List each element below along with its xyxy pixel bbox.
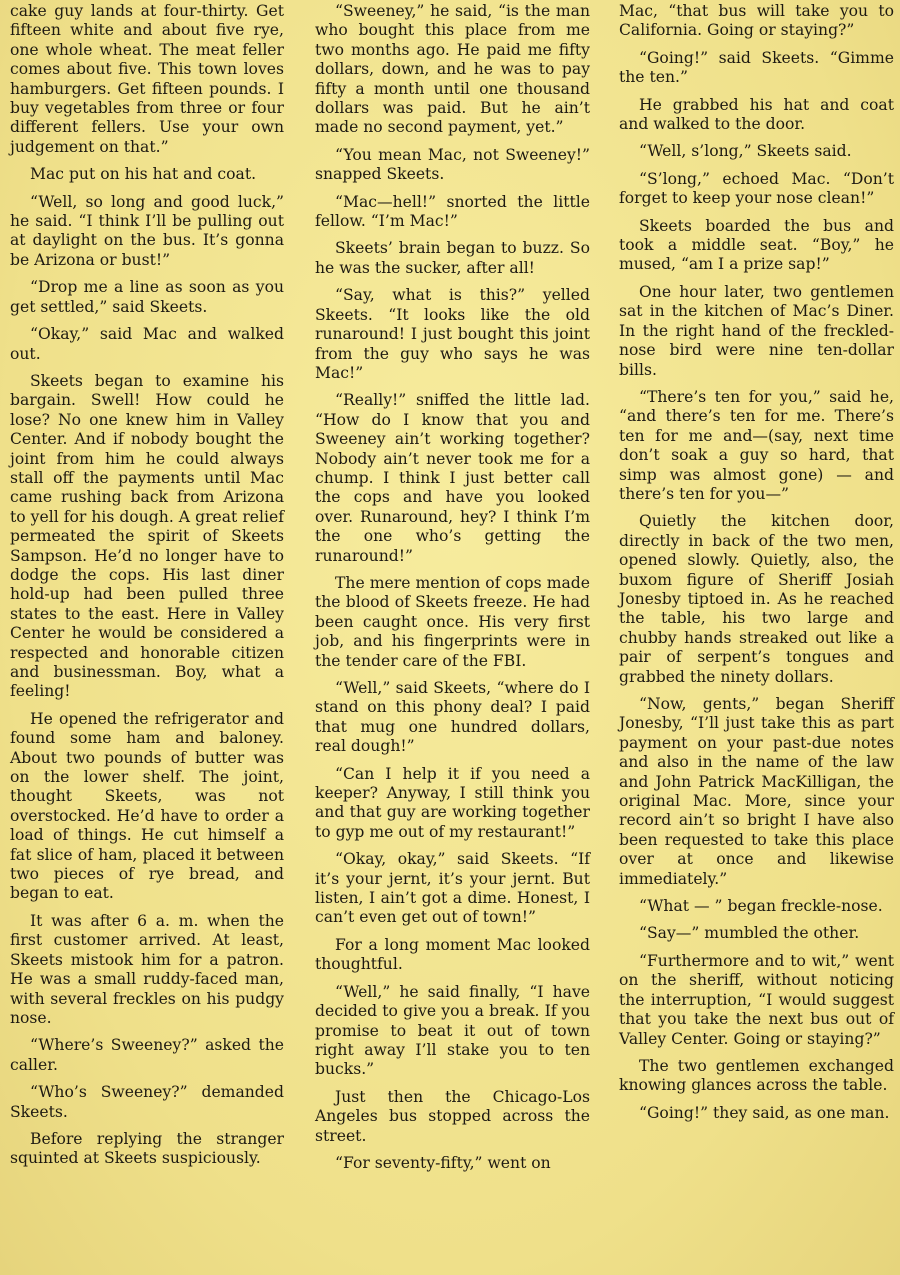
paragraph: “Going!” they said, as one man. — [639, 1103, 890, 1122]
paragraph: “Okay, okay,” said Skeets. “If it’s your jernt, it’s your jernt. But listen, I ain’t got a dime. Honest, I can’t even get out of town!” — [315, 850, 590, 927]
paragraph: “Drop me a line as soon as you get settled,” said Skeets. — [10, 278, 284, 316]
paragraph: “Where’s Sweeney?” asked the caller. — [10, 1036, 284, 1074]
paragraph: “Well, s’long,” Skeets said. — [639, 142, 852, 161]
paragraph: He opened the refrigerator and found some ham and baloney. About two pounds of butter was on the lower shelf. The joint, thought Skeets, was not overstocked. He’d have to order a load of things. He cut himself a fat slice of ham, placed it between two pieces of rye bread, and began to eat. — [10, 709, 284, 903]
paragraph: “There’s ten for you,” said he, “and there’s ten for me. There’s ten for me and—(say, next time don’t soak a guy so hard, that simp was almost gone) — and there’s ten for you—” — [619, 387, 894, 503]
paragraph: “Mac—hell!” snorted the little fellow. “I’m Mac!” — [315, 192, 590, 231]
paragraph: “Say, what is this?” yelled Skeets. “It looks like the old runaround! I just bought this joint from the guy who says he was Mac!” — [315, 286, 590, 382]
paragraph: The mere mention of cops made the blood of Skeets freeze. He had been caught once. His very first job, and his fingerprints were in the tender care of the FBI. — [315, 573, 590, 670]
paragraph: For a long moment Mac looked thoughtful. — [315, 935, 590, 974]
paragraph: It was after 6 a. m. when the first customer arrived. At least, Skeets mistook him for a patron. He was a small ruddy-faced man, with several freckles on his pudgy nose. — [10, 911, 284, 1027]
text-column-3 — [619, 2, 894, 1131]
paragraph: Mac put on his hat and coat. — [30, 165, 257, 184]
paragraph: He grabbed his hat and coat and walked to the door. — [619, 95, 894, 134]
paragraph: Just then the Chicago-Los Angeles bus stopped across the street. — [315, 1087, 590, 1145]
paragraph: “You mean Mac, not Sweeney!” snapped Skeets. — [315, 145, 590, 184]
paragraph: Skeets boarded the bus and took a middle seat. “Boy,” he mused, “am I a prize sap!” — [619, 216, 894, 274]
paragraph: The two gentlemen exchanged knowing glances across the table. — [619, 1056, 894, 1095]
paragraph: Skeets began to examine his bargain. Swell! How could he lose? No one knew him in Valley Center. And if nobody bought the joint from him he could always stall off the payments until Mac came rushing back from Arizona to yell for his dough. A great relief permeated the spirit of Skeets Sampson. He’d no longer have to dodge the cops. His last diner hold-up had been pulled three states to the east. Here in Valley Center he would be considered a respected and honorable citizen and businessman. Boy, what a feeling! — [10, 371, 284, 701]
paragraph: “S’long,” echoed Mac. “Don’t forget to keep your nose clean!” — [619, 169, 894, 208]
paragraph: “Well,” he said finally, “I have decided to give you a break. If you promise to beat it out of town right away I’ll stake you to ten bucks.” — [315, 982, 590, 1079]
paragraph: “Who’s Sweeney?” demanded Skeets. — [10, 1083, 284, 1121]
paragraph: Mac, “that bus will take you to California. Going or staying?” — [619, 2, 894, 40]
text-column-1 — [10, 2, 284, 1177]
paragraph: “Furthermore and to wit,” went on the sheriff, without noticing the interruption, “I would suggest that you take the next bus out of Valley Center. Going or staying?” — [619, 951, 894, 1048]
paragraph: “Well,” said Skeets, “where do I stand on this phony deal? I paid that mug one hundred dollars, real dough!” — [315, 679, 590, 756]
text-column-2 — [315, 2, 590, 1181]
paragraph: Skeets’ brain began to buzz. So he was the sucker, after all! — [315, 239, 590, 277]
paragraph: “Now, gents,” began Sheriff Jonesby, “I’ll just take this as part payment on your past-due notes and also in the name of the law and John Patrick MacKilligan, the original Mac. More, since your record ain’t so bright I have also been requested to take this place over at once and likewise immediately.” — [619, 695, 894, 888]
paragraph: Quietly the kitchen door, directly in back of the two men, opened slowly. Quietly, also, the buxom figure of Sheriff Josiah Jonesby tiptoed in. As he reached the table, his two large and chubby hands streaked out like a pair of serpent’s tongues and grabbed the ninety dollars. — [619, 512, 894, 686]
paragraph: “Sweeney,” he said, “is the man who bought this place from me two months ago. He paid me fifty dollars, down, and he was to pay fifty a month until one thousand dollars was paid. But he ain’t made no second payment, yet.” — [315, 2, 590, 137]
paragraph: One hour later, two gentlemen sat in the kitchen of Mac’s Diner. In the right hand of the freckled-nose bird were nine ten-dollar bills. — [619, 282, 894, 379]
paragraph: “Can I help it if you need a keeper? Anyway, I still think you and that guy are working together to gyp me out of my restaurant!” — [315, 764, 590, 841]
paragraph: “Say—” mumbled the other. — [639, 924, 860, 943]
paragraph: “Going!” said Skeets. “Gimme the ten.” — [619, 48, 894, 87]
paragraph: Before replying the stranger squinted at Skeets suspiciously. — [10, 1129, 284, 1168]
paragraph: “Okay,” said Mac and walked out. — [10, 325, 284, 363]
paragraph: “What — ” began freckle-nose. — [639, 897, 883, 916]
paragraph: “Well, so long and good luck,” he said. “I think I’ll be pulling out at daylight on the bus. It’s gonna be Arizona or bust!” — [10, 192, 284, 269]
paragraph: “For seventy-fifty,” went on — [335, 1153, 551, 1172]
paragraph: “Really!” sniffed the little lad. “How do I know that you and Sweeney ain’t working together? Nobody ain’t never took me for a chump. I think I just better call the cops and have you looked over. Runaround, hey? I think I’m the one who’s getting the runaround!” — [315, 391, 590, 565]
paragraph: cake guy lands at four-thirty. Get fifteen white and about five rye, one whole wheat. The meat feller comes about five. This town loves hamburgers. Get fifteen pounds. I buy vegetables from three or four different fellers. Use your own judgement on that.” — [10, 2, 284, 156]
